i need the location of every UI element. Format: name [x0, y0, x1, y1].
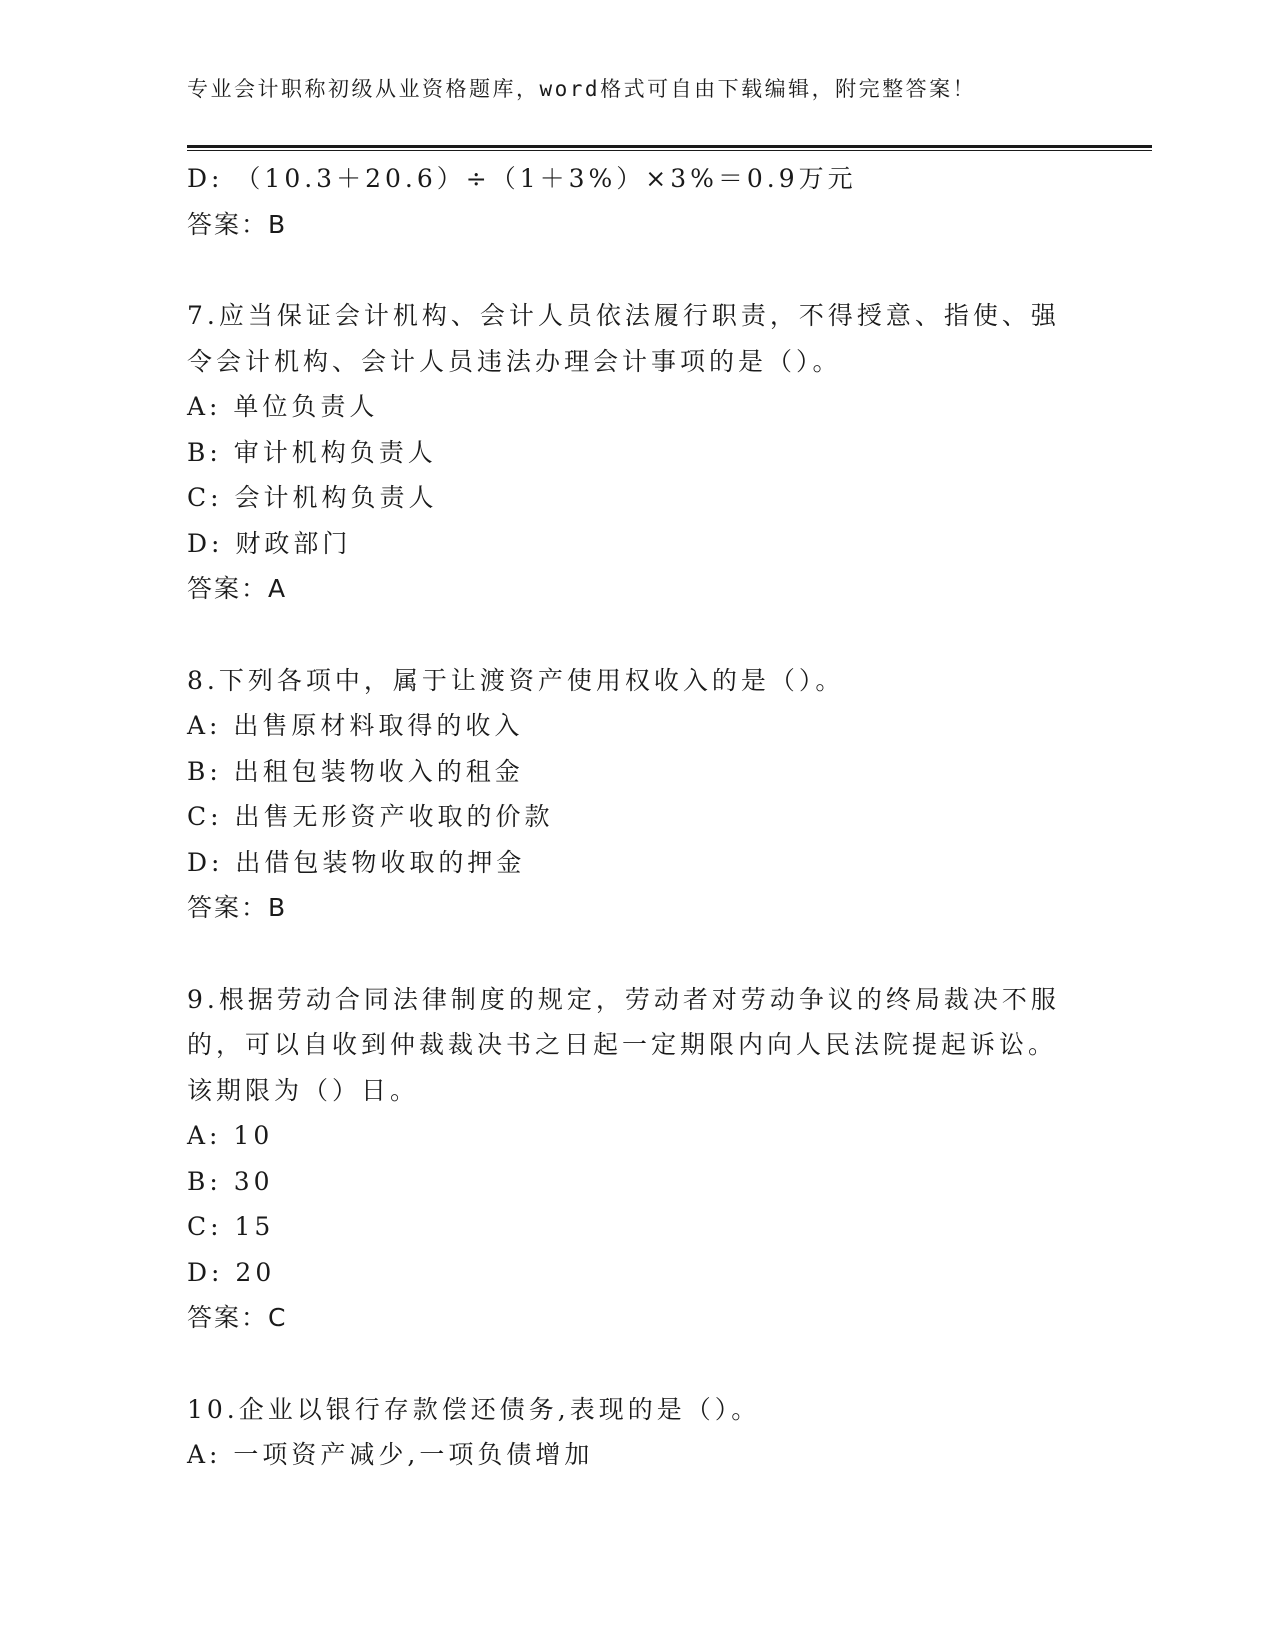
question-8 [187, 658, 1087, 931]
page-header: 专业会计职称初级从业资格题库，word格式可自由下载编辑，附完整答案！ [187, 77, 977, 101]
question-text: 9.根据劳动合同法律制度的规定，劳动者对劳动争议的终局裁决不服 [187, 984, 1060, 1014]
question-text: 该期限为（）日。 [187, 1075, 420, 1105]
question-9 [187, 977, 1087, 1341]
question-text: 7.应当保证会计机构、会计人员依法履行职责，不得授意、指使、强 [187, 301, 1060, 330]
answer: 答案：B [187, 893, 288, 922]
question-text: 令会计机构、会计人员违法办理会计事项的是（）。 [187, 346, 842, 376]
option-c: C: 会计机构负责人 [187, 483, 438, 512]
question-text: 10.企业以银行存款偿还债务,表现的是（）。 [187, 1394, 761, 1424]
header-rule-thick [187, 145, 1152, 148]
option-d: D: 财政部门 [187, 528, 352, 558]
option-c: C: 15 [187, 1212, 275, 1241]
option-a: A: 单位负责人 [187, 392, 379, 421]
option-a: A: 一项资产减少,一项负债增加 [187, 1440, 594, 1469]
answer: 答案：A [187, 574, 288, 603]
header-rule-thin [187, 150, 1152, 151]
option-b: B: 审计机构负责人 [187, 437, 437, 467]
spacer [187, 1341, 1087, 1387]
question-content [187, 156, 1087, 1478]
prev-option-d: D: （10.3＋20.6）÷（1＋3%）×3%＝0.9万元 [187, 164, 857, 193]
question-10 [187, 1387, 1087, 1478]
spacer [187, 612, 1087, 658]
option-d: D: 出借包装物收取的押金 [187, 847, 526, 877]
option-a: A: 10 [187, 1121, 274, 1150]
prev-answer: 答案：B [187, 209, 288, 239]
option-d: D: 20 [187, 1257, 276, 1287]
spacer [187, 931, 1087, 977]
question-text: 的，可以自收到仲裁裁决书之日起一定期限内向人民法院提起诉讼。 [187, 1030, 1058, 1059]
spacer [187, 247, 1087, 293]
option-a: A: 出售原材料取得的收入 [187, 711, 524, 740]
option-c: C: 出售无形资产收取的价款 [187, 802, 554, 831]
question-text: 8.下列各项中，属于让渡资产使用权收入的是（）。 [187, 665, 845, 695]
option-b: B: 30 [187, 1166, 274, 1196]
question-7 [187, 293, 1087, 612]
answer: 答案：C [187, 1303, 288, 1332]
option-b: B: 出租包装物收入的租金 [187, 756, 524, 786]
